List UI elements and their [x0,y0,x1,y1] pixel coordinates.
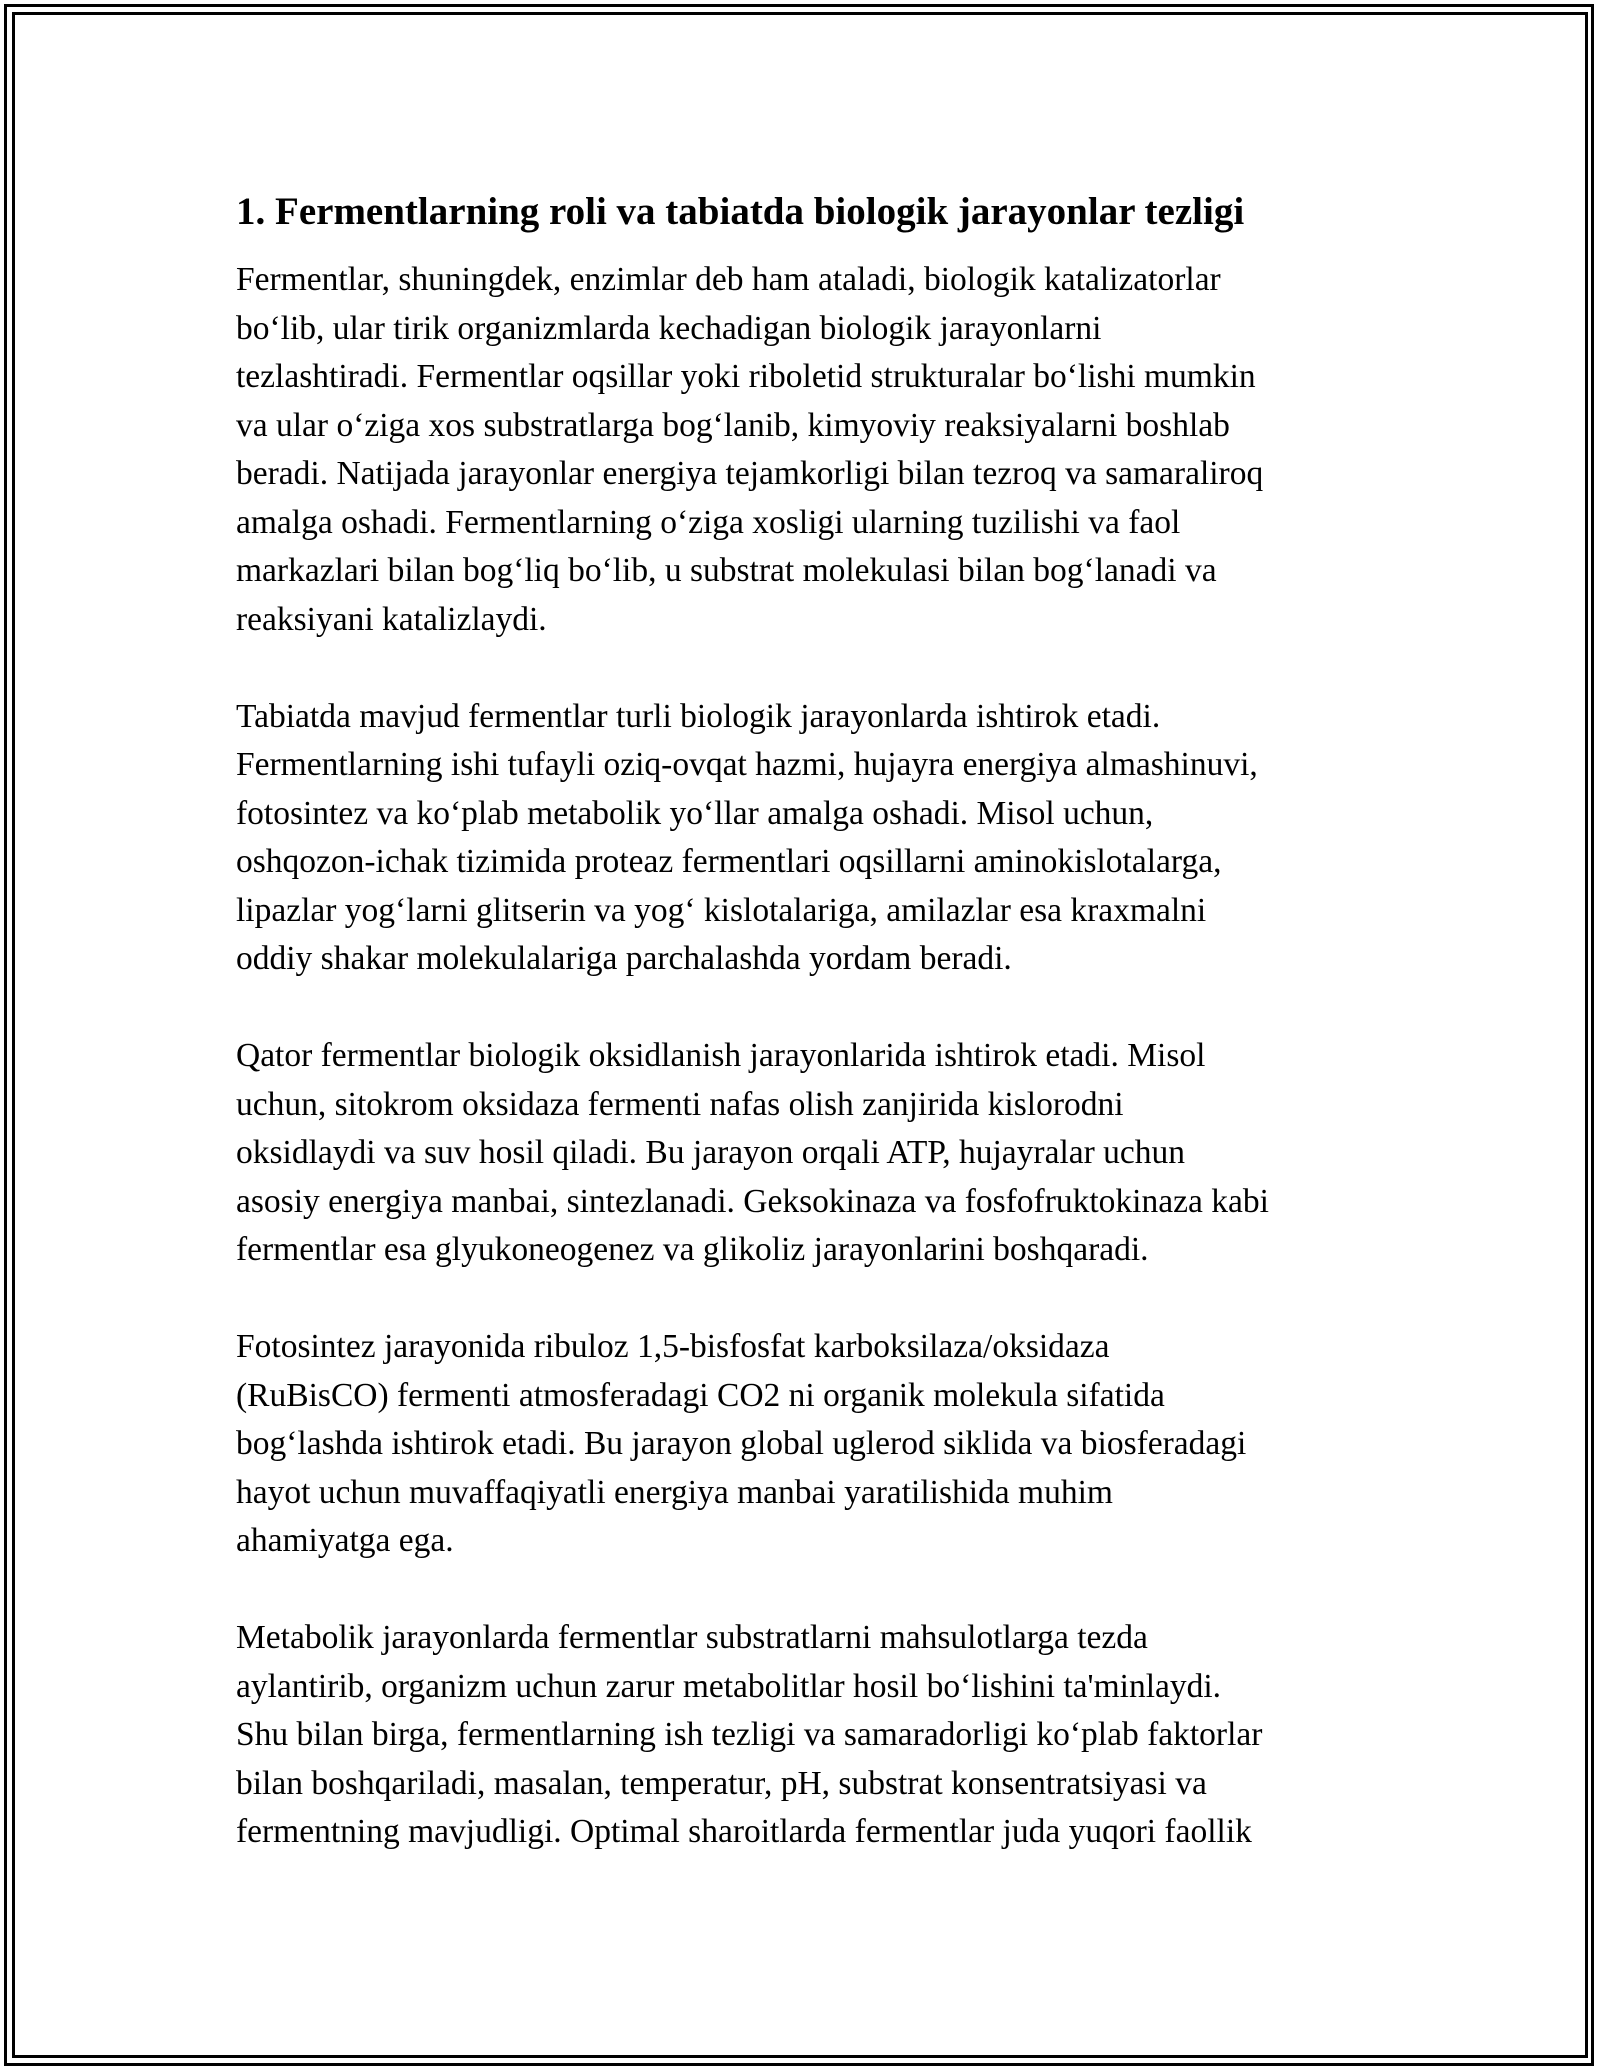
paragraph-line: uchun, sitokrom oksidaza fermenti nafas olish zanjirida kislorodni [236,1085,1124,1123]
document-title: 1. Fermentlarning roli va tabiatda biologik jarayonlar tezligi [236,190,1245,233]
paragraph-1 [236,256,1376,644]
paragraph-line: beradi. Natijada jarayonlar energiya tejamkorligi bilan tezroq va samaraliroq [236,455,1264,492]
paragraph-line: va ular o‘ziga xos substratlarga bog‘lanib, kimyoviy reaksiyalarni boshlab [236,406,1230,444]
paragraph-line: tezlashtiradi. Fermentlar oqsillar yoki riboletid strukturalar bo‘lishi mumkin [236,358,1256,395]
paragraph-5 [236,1614,1376,1857]
paragraph-line: Fermentlar, shuningdek, enzimlar deb ham ataladi, biologik katalizatorlar [236,261,1221,298]
paragraph-line: (RuBisCO) fermenti atmosferadagi CO2 ni organik molekula sifatida [236,1376,1165,1414]
paragraph-line: aylantirib, organizm uchun zarur metabolitlar hosil bo‘lishini ta'minlaydi. [236,1667,1222,1705]
paragraph-4 [236,1323,1376,1566]
paragraph-line: Shu bilan birga, fermentlarning ish tezligi va samaradorligi ko‘plab faktorlar [236,1716,1263,1753]
paragraph-line: bilan boshqariladi, masalan, temperatur, pH, substrat konsentratsiyasi va [236,1764,1207,1802]
paragraph-line: fermentning mavjudligi. Optimal sharoitlarda fermentlar juda yuqori faollik [236,1813,1252,1850]
paragraph-line: oshqozon-ichak tizimida proteaz fermentlari oqsillarni aminokislotalarga, [236,843,1222,880]
paragraph-line: asosiy energiya manbai, sintezlanadi. Geksokinaza va fosfofruktokinaza kabi [236,1182,1269,1220]
paragraph-line: Qator fermentlar biologik oksidlanish jarayonlarida ishtirok etadi. Misol [236,1037,1206,1074]
paragraph-line: Fotosintez jarayonida ribuloz 1,5-bisfosfat karboksilaza/oksidaza [236,1328,1110,1365]
paragraph-line: markazlari bilan bog‘liq bo‘lib, u substrat molekulasi bilan bog‘lanadi va [236,552,1217,589]
paragraph-line: Fermentlarning ishi tufayli oziq-ovqat hazmi, hujayra energiya almashinuvi, [236,746,1258,783]
document-body [236,186,1376,1905]
paragraph-line: amalga oshadi. Fermentlarning o‘ziga xosligi ularning tuzilishi va faol [236,503,1181,541]
paragraph-3 [236,1032,1376,1275]
paragraph-line: lipazlar yog‘larni glitserin va yog‘ kislotalariga, amilazlar esa kraxmalni [236,891,1207,929]
paragraph-line: bog‘lashda ishtirok etadi. Bu jarayon global uglerod siklida va biosferadagi [236,1425,1247,1462]
paragraph-line: oddiy shakar molekulalariga parchalashda yordam beradi. [236,940,1012,977]
paragraph-line: ahamiyatga ega. [236,1522,454,1559]
paragraph-line: hayot uchun muvaffaqiyatli energiya manbai yaratilishida muhim [236,1473,1113,1511]
paragraph-line: Metabolik jarayonlarda fermentlar substratlarni mahsulotlarga tezda [236,1619,1148,1656]
paragraph-line: Tabiatda mavjud fermentlar turli biologik jarayonlarda ishtirok etadi. [236,697,1161,735]
paragraph-line: fermentlar esa glyukoneogenez va glikoliz jarayonlarini boshqaradi. [236,1231,1149,1268]
paragraph-line: reaksiyani katalizlaydi. [236,600,547,638]
paragraph-line: fotosintez va ko‘plab metabolik yo‘llar amalga oshadi. Misol uchun, [236,794,1154,832]
paragraph-line: oksidlaydi va suv hosil qiladi. Bu jarayon orqali ATP, hujayralar uchun [236,1134,1186,1171]
paragraph-line: bo‘lib, ular tirik organizmlarda kechadigan biologik jarayonlarni [236,309,1102,347]
paragraph-2 [236,693,1376,984]
